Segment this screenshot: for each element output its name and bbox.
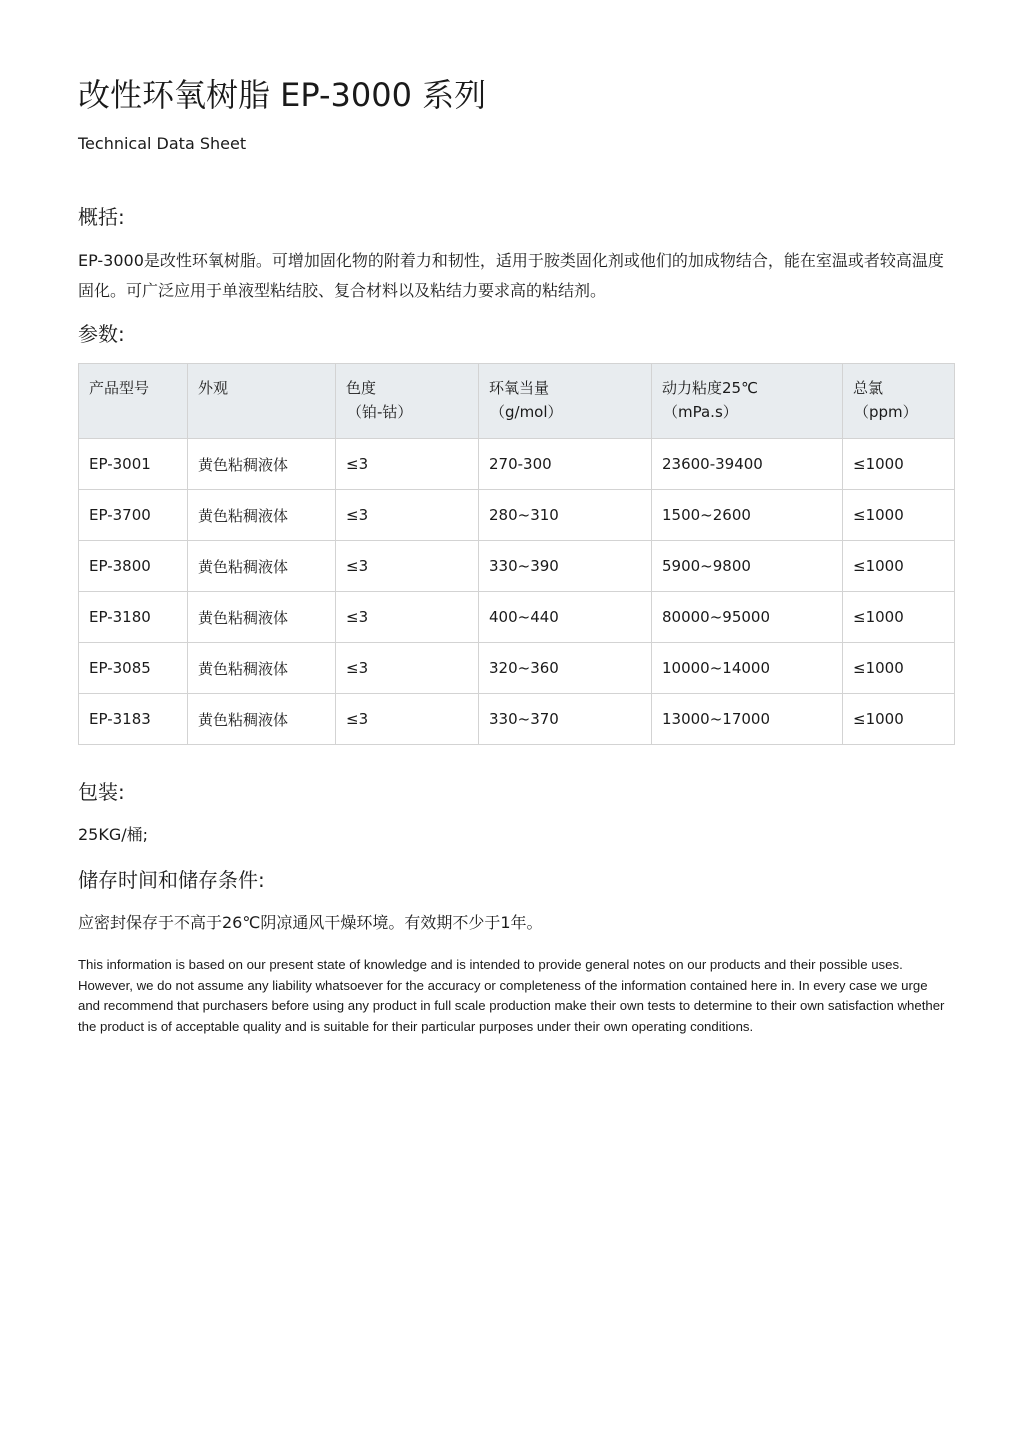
cell-epoxy-equivalent: 280~310 (479, 490, 652, 541)
cell-appearance: 黄色粘稠液体 (188, 439, 336, 490)
cell-epoxy-equivalent: 330~370 (479, 694, 652, 745)
cell-epoxy-equivalent: 330~390 (479, 541, 652, 592)
packaging-heading: 包装: (78, 780, 125, 804)
parameters-table (78, 363, 955, 745)
cell-viscosity: 5900~9800 (652, 541, 843, 592)
column-header-label: 环氧当量 (489, 379, 550, 397)
cell-color: ≤3 (336, 694, 479, 745)
cell-appearance: 黄色粘稠液体 (188, 490, 336, 541)
column-header-label: 动力粘度25℃ (662, 379, 758, 397)
storage-text: 应密封保存于不高于26℃阴凉通风干燥环境。有效期不少于1年。 (78, 913, 543, 932)
cell-epoxy-equivalent: 270-300 (479, 439, 652, 490)
cell-model: EP-3001 (79, 439, 188, 490)
column-header-unit: （g/mol） (490, 403, 563, 421)
cell-appearance: 黄色粘稠液体 (188, 643, 336, 694)
column-header-total-chlorine (843, 364, 955, 439)
cell-model: EP-3700 (79, 490, 188, 541)
table-row (79, 439, 955, 490)
cell-appearance: 黄色粘稠液体 (188, 541, 336, 592)
cell-color: ≤3 (336, 643, 479, 694)
column-header-epoxy-equivalent (479, 364, 652, 439)
cell-epoxy-equivalent: 320~360 (479, 643, 652, 694)
cell-epoxy-equivalent: 400~440 (479, 592, 652, 643)
cell-model: EP-3800 (79, 541, 188, 592)
column-header-viscosity (652, 364, 843, 439)
cell-viscosity: 23600-39400 (652, 439, 843, 490)
cell-total-chlorine: ≤1000 (843, 643, 955, 694)
column-header-label: 总氯 (853, 379, 884, 397)
column-header-appearance (188, 364, 336, 439)
parameters-heading: 参数: (78, 322, 125, 346)
table-row (79, 694, 955, 745)
column-header-unit: （mPa.s） (663, 403, 738, 421)
column-header-label: 外观 (198, 379, 229, 397)
cell-color: ≤3 (336, 490, 479, 541)
cell-model: EP-3183 (79, 694, 188, 745)
table-row (79, 643, 955, 694)
column-header-color (336, 364, 479, 439)
cell-total-chlorine: ≤1000 (843, 541, 955, 592)
document-subtitle: Technical Data Sheet (78, 134, 247, 153)
summary-heading: 概括: (78, 205, 125, 229)
cell-viscosity: 10000~14000 (652, 643, 843, 694)
cell-total-chlorine: ≤1000 (843, 592, 955, 643)
column-header-unit: （铂-钴） (347, 403, 413, 421)
column-header-model (79, 364, 188, 439)
document-title: 改性环氧树脂 EP-3000 系列 (78, 76, 487, 114)
cell-total-chlorine: ≤1000 (843, 490, 955, 541)
cell-total-chlorine: ≤1000 (843, 439, 955, 490)
column-header-unit: （ppm） (854, 403, 918, 421)
table-row (79, 541, 955, 592)
cell-model: EP-3085 (79, 643, 188, 694)
cell-viscosity: 13000~17000 (652, 694, 843, 745)
cell-appearance: 黄色粘稠液体 (188, 592, 336, 643)
cell-model: EP-3180 (79, 592, 188, 643)
cell-appearance: 黄色粘稠液体 (188, 694, 336, 745)
cell-color: ≤3 (336, 541, 479, 592)
column-header-label: 色度 (346, 379, 377, 397)
cell-total-chlorine: ≤1000 (843, 694, 955, 745)
disclaimer-text: This information is based on our present state of knowledge and is intended to provide general notes on our products and their possible uses. However, we do not assume any liability whatsoever for the accuracy or completeness of the information contained here in. In every case we urge and recommend that purchasers before using any product in full scale production make their own tests to determine to their own satisfaction whether the product is of acceptable quality and is suitable for their particular purposes under their own operating conditions. (78, 957, 945, 1034)
summary-text: EP-3000是改性环氧树脂。可增加固化物的附着力和韧性，适用于胺类固化剂或他们的加成物结合，能在室温或者较高温度固化。可广泛应用于单液型粘结胶、复合材料以及粘结力要求高的粘结剂。 (78, 251, 944, 300)
cell-color: ≤3 (336, 439, 479, 490)
packaging-text: 25KG/桶; (78, 825, 149, 844)
table-header-row (79, 364, 955, 439)
cell-viscosity: 80000~95000 (652, 592, 843, 643)
table-row (79, 490, 955, 541)
storage-heading: 储存时间和储存条件: (78, 868, 265, 892)
cell-color: ≤3 (336, 592, 479, 643)
cell-viscosity: 1500~2600 (652, 490, 843, 541)
table-row (79, 592, 955, 643)
column-header-label: 产品型号 (89, 379, 150, 397)
